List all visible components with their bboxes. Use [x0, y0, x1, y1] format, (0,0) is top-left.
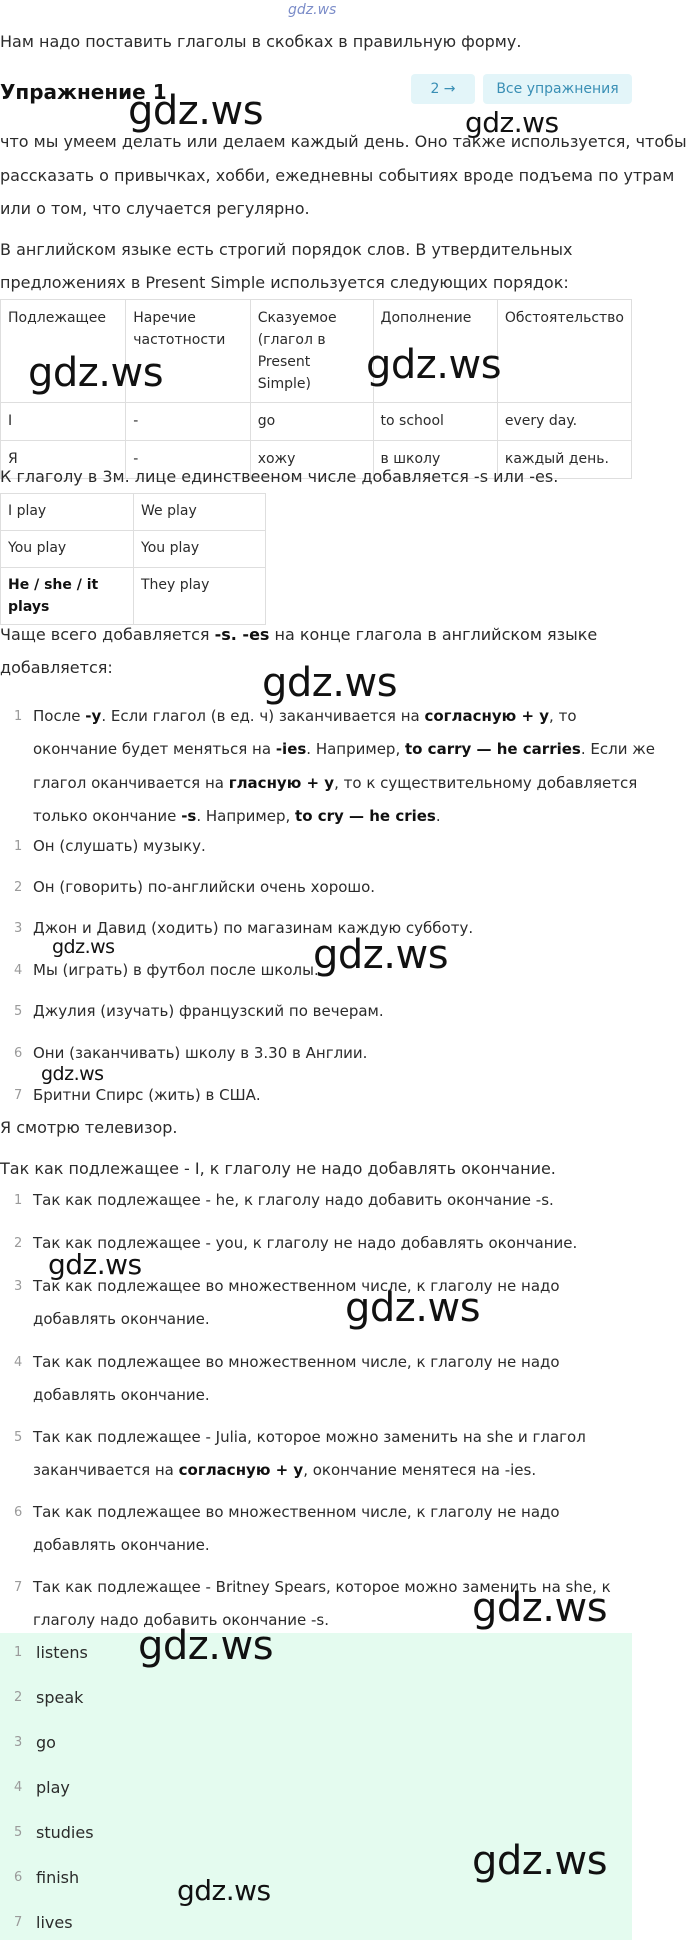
task-text: Джон и Давид (ходить) по магазинам каждую субботу.	[33, 919, 474, 937]
text-part: После	[33, 707, 86, 725]
watermark: gdz.ws	[41, 1063, 104, 1085]
watermark: gdz.ws	[28, 350, 164, 396]
table-row	[1, 403, 632, 441]
text-part: только окончание	[33, 807, 182, 825]
explain-line: предложениях в Present Simple используется следующих порядок:	[0, 273, 569, 292]
table-row	[1, 531, 266, 568]
reason-text: Так как подлежащее - Julia, которое можно заменить на she и глагол	[33, 1428, 586, 1446]
text-part: -y	[85, 707, 102, 725]
all-exercises-button[interactable]: Все упражнения	[483, 74, 632, 104]
text-part: to carry — he carries	[404, 740, 581, 758]
watermark: gdz.ws	[128, 88, 264, 134]
watermark: gdz.ws	[52, 936, 115, 958]
item-number: 7	[14, 1088, 23, 1103]
reason-text: добавлять окончание.	[33, 1536, 210, 1554]
text-part: -s. -es	[214, 625, 270, 644]
table-cell: Я	[1, 441, 126, 479]
table-cell: каждый день.	[497, 441, 631, 479]
table-cell: -	[126, 403, 250, 441]
table-header-cell: Сказуемое (глагол в Present Simple)	[250, 300, 373, 403]
answers-panel	[0, 1633, 632, 1940]
item-number: 4	[14, 1355, 23, 1370]
reason-text: Так как подлежащее - he, к глаголу надо добавить окончание -s.	[33, 1191, 554, 1209]
table-row	[1, 568, 266, 625]
item-number: 6	[14, 1046, 23, 1061]
table-cell: хожу	[250, 441, 373, 479]
table-cell: go	[250, 403, 373, 441]
item-number: 2	[14, 880, 23, 895]
rule-line	[33, 739, 655, 760]
item-number: 1	[14, 839, 23, 854]
answer-text: listens	[36, 1643, 88, 1662]
rule-line	[33, 773, 637, 794]
task-text: Бритни Спирс (жить) в США.	[33, 1086, 261, 1104]
text-part: согласную + y	[424, 707, 550, 725]
item-number: 1	[14, 1645, 23, 1660]
reason-text: Так как подлежащее во множественном числе, к глаголу не надо	[33, 1277, 560, 1295]
text-part: . Если же	[580, 740, 655, 758]
text-part: гласную + y	[228, 774, 335, 792]
explain-line: рассказать о привычках, хобби, ежедневны событиях вроде подъема по утрам	[0, 166, 675, 185]
watermark: gdz.ws	[465, 106, 559, 139]
watermark: gdz.ws	[472, 1585, 608, 1631]
explain-line: К глаголу в 3м. лице единствееном числе добавляется -s или -es.	[0, 467, 559, 486]
text-part: заканчивается на	[33, 1461, 179, 1479]
text-part: Чаще всего добавляется	[0, 625, 215, 644]
text-part: .	[435, 807, 441, 825]
reason-text: Так как подлежащее - Britney Spears, которое можно заменить на she, к	[33, 1578, 611, 1596]
next-exercise-button[interactable]: 2 →	[411, 74, 475, 104]
table-cell: We play	[134, 494, 266, 531]
explain-line: добавляется:	[0, 658, 113, 677]
watermark: gdz.ws	[345, 1285, 481, 1331]
rule-line	[33, 706, 577, 727]
text-part: to cry — he cries	[295, 807, 436, 825]
item-number: 3	[14, 1735, 23, 1750]
table-header-cell: Подлежащее	[1, 300, 126, 403]
explain-line: В английском языке есть строгий порядок слов. В утвердительных	[0, 240, 573, 259]
item-number: 1	[14, 709, 23, 724]
explain-line	[0, 625, 597, 645]
table-header-cell: Обстоятельство	[497, 300, 631, 403]
intro-text: Нам надо поставить глаголы в скобках в правильную форму.	[0, 32, 522, 51]
item-number: 7	[14, 1915, 23, 1930]
reason-text: Так как подлежащее во множественном числе, к глаголу не надо	[33, 1353, 560, 1371]
example-sentence: Я смотрю телевизор.	[0, 1118, 178, 1137]
item-number: 2	[14, 1236, 23, 1251]
table-cell: -	[126, 441, 250, 479]
example-reason: Так как подлежащее - I, к глаголу не надо добавлять окончание.	[0, 1159, 556, 1178]
table-row	[1, 494, 266, 531]
text-part: глагол оканчивается на	[33, 774, 229, 792]
site-logo[interactable]: gdz.ws	[288, 2, 337, 18]
text-part: на конце глагола в английском языке	[269, 625, 598, 644]
answer-text: play	[36, 1778, 70, 1797]
task-text: Он (говорить) по-английски очень хорошо.	[33, 878, 376, 896]
explain-line: что мы умеем делать или делаем каждый день. Оно также используется, чтобы	[0, 132, 687, 151]
text-part: -ies	[275, 740, 307, 758]
task-text: Джулия (изучать) французский по вечерам.	[33, 1002, 384, 1020]
watermark: gdz.ws	[138, 1623, 274, 1669]
item-number: 4	[14, 963, 23, 978]
item-number: 5	[14, 1825, 23, 1840]
reason-text: Так как подлежащее во множественном числе, к глаголу не надо	[33, 1503, 560, 1521]
item-number: 6	[14, 1870, 23, 1885]
watermark: gdz.ws	[177, 1874, 271, 1907]
watermark: gdz.ws	[472, 1838, 608, 1884]
conjugation-table	[0, 493, 266, 625]
reason-text	[33, 1460, 536, 1481]
answer-text: studies	[36, 1823, 94, 1842]
item-number: 3	[14, 1279, 23, 1294]
text-part: , окончание менятеся на -ies.	[303, 1461, 537, 1479]
item-number: 5	[14, 1430, 23, 1445]
answer-text: finish	[36, 1868, 80, 1887]
text-part: , то к существительному добавляется	[334, 774, 638, 792]
table-cell: They play	[134, 568, 266, 625]
task-text: Они (заканчивать) школу в 3.30 в Англии.	[33, 1044, 368, 1062]
reason-text: добавлять окончание.	[33, 1310, 210, 1328]
item-number: 1	[14, 1193, 23, 1208]
item-number: 7	[14, 1580, 23, 1595]
rule-line	[33, 806, 441, 827]
text-part: , то	[549, 707, 577, 725]
watermark: gdz.ws	[48, 1248, 142, 1281]
item-number: 6	[14, 1505, 23, 1520]
table-header-cell: Наречие частотности	[126, 300, 250, 403]
table-cell: I	[1, 403, 126, 441]
answer-text: lives	[36, 1913, 73, 1932]
task-text: Мы (играть) в футбол после школы.	[33, 961, 319, 979]
item-number: 3	[14, 921, 23, 936]
answer-text: go	[36, 1733, 56, 1752]
text-part: . Если глагол (в ед. ч) заканчивается на	[101, 707, 425, 725]
reason-text: Так как подлежащее - you, к глаголу не надо добавлять окончание.	[33, 1234, 578, 1252]
text-part: . Например,	[196, 807, 296, 825]
item-number: 2	[14, 1690, 23, 1705]
watermark: gdz.ws	[262, 660, 398, 706]
table-cell: в школу	[373, 441, 497, 479]
explain-line: или о том, что случается регулярно.	[0, 199, 310, 218]
exercise-title: Упражнение 1	[0, 80, 167, 104]
text-part: -s	[181, 807, 197, 825]
watermark: gdz.ws	[366, 342, 502, 388]
table-header-cell: Дополнение	[373, 300, 497, 403]
table-cell: I play	[1, 494, 134, 531]
reason-text: добавлять окончание.	[33, 1386, 210, 1404]
text-part: согласную + y	[178, 1461, 304, 1479]
table-cell: to school	[373, 403, 497, 441]
table-cell: You play	[1, 531, 134, 568]
item-number: 5	[14, 1004, 23, 1019]
text-part: окончание будет меняться на	[33, 740, 276, 758]
watermark: gdz.ws	[313, 932, 449, 978]
text-part: . Например,	[306, 740, 405, 758]
answer-text: speak	[36, 1688, 84, 1707]
table-cell: every day.	[497, 403, 631, 441]
task-text: Он (слушать) музыку.	[33, 837, 206, 855]
reason-text: глаголу надо добавить окончание -s.	[33, 1611, 330, 1629]
table-cell: He / she / it plays	[1, 568, 134, 625]
item-number: 4	[14, 1780, 23, 1795]
table-cell: You play	[134, 531, 266, 568]
